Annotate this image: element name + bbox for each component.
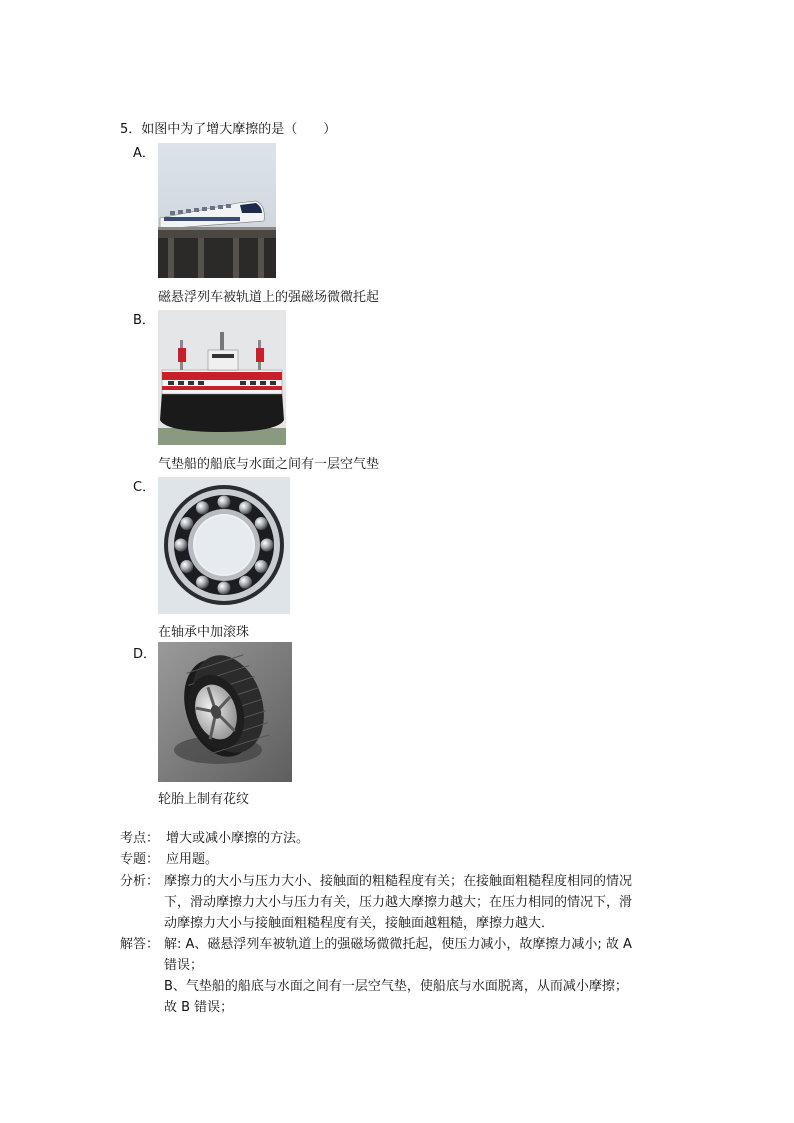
bearing-ball (180, 560, 193, 573)
option-d-caption: 轮胎上制有花纹 (158, 792, 250, 807)
option-c-caption: 在轴承中加滚珠 (158, 625, 250, 640)
zhuanti-text: 应用题。 (166, 852, 219, 867)
jieda-line: 故 B 错误； (164, 1000, 234, 1015)
zhuanti-row (120, 850, 218, 870)
option-a-letter: A． (133, 146, 155, 161)
fenxi-label: 分析： (120, 874, 160, 889)
bearing-ball (218, 582, 231, 595)
jieda-label: 解答： (120, 937, 160, 952)
fenxi-line: 下，滑动摩擦力大小与压力有关，压力越大摩擦力越大；在压力相同的情况下，滑 (164, 895, 633, 910)
option-b-letter: B． (133, 313, 155, 328)
bearing-ball (261, 539, 274, 552)
bearing-ball (196, 501, 209, 514)
jieda-line: 错误； (164, 958, 204, 973)
bearing-ball (180, 517, 193, 530)
bearing-ball (255, 517, 268, 530)
bearing-ball (175, 539, 188, 552)
fenxi-line: 摩擦力的大小与压力大小、接触面的粗糙程度有关；在接触面粗糙程度相同的情况 (164, 874, 633, 889)
option-d-letter: D． (133, 647, 157, 662)
kaodian-label: 考点： (120, 831, 160, 846)
bearing-ball (218, 496, 231, 509)
hovercraft-photo (158, 310, 286, 445)
option-b-caption: 气垫船的船底与水面之间有一层空气垫 (158, 457, 380, 472)
question-title: 5．如图中为了增大摩擦的是（ ） (120, 122, 337, 137)
zhuanti-label: 专题： (120, 852, 160, 867)
ball-bearing-photo (158, 477, 290, 614)
fenxi-line: 动摩擦力大小与接触面粗糙程度有关，接触面越粗糙，摩擦力越大． (164, 916, 555, 931)
kaodian-row (120, 829, 309, 849)
tire-photo (158, 642, 292, 782)
bearing-ball (255, 560, 268, 573)
jieda-line: 解: A、磁悬浮列车被轨道上的强磁场微微托起，使压力减小，故摩擦力减小; 故 A (164, 937, 632, 952)
bearing-ball (239, 576, 252, 589)
option-c-letter: C． (133, 480, 156, 495)
jieda-line: B、气垫船的船底与水面之间有一层空气垫，使船底与水面脱离，从而减小摩擦； (164, 979, 628, 994)
maglev-train-photo (158, 143, 276, 278)
kaodian-text: 增大或减小摩擦的方法。 (166, 831, 310, 846)
bearing-ball (239, 501, 252, 514)
option-a-caption: 磁悬浮列车被轨道上的强磁场微微托起 (158, 290, 380, 305)
bearing-ball (196, 576, 209, 589)
